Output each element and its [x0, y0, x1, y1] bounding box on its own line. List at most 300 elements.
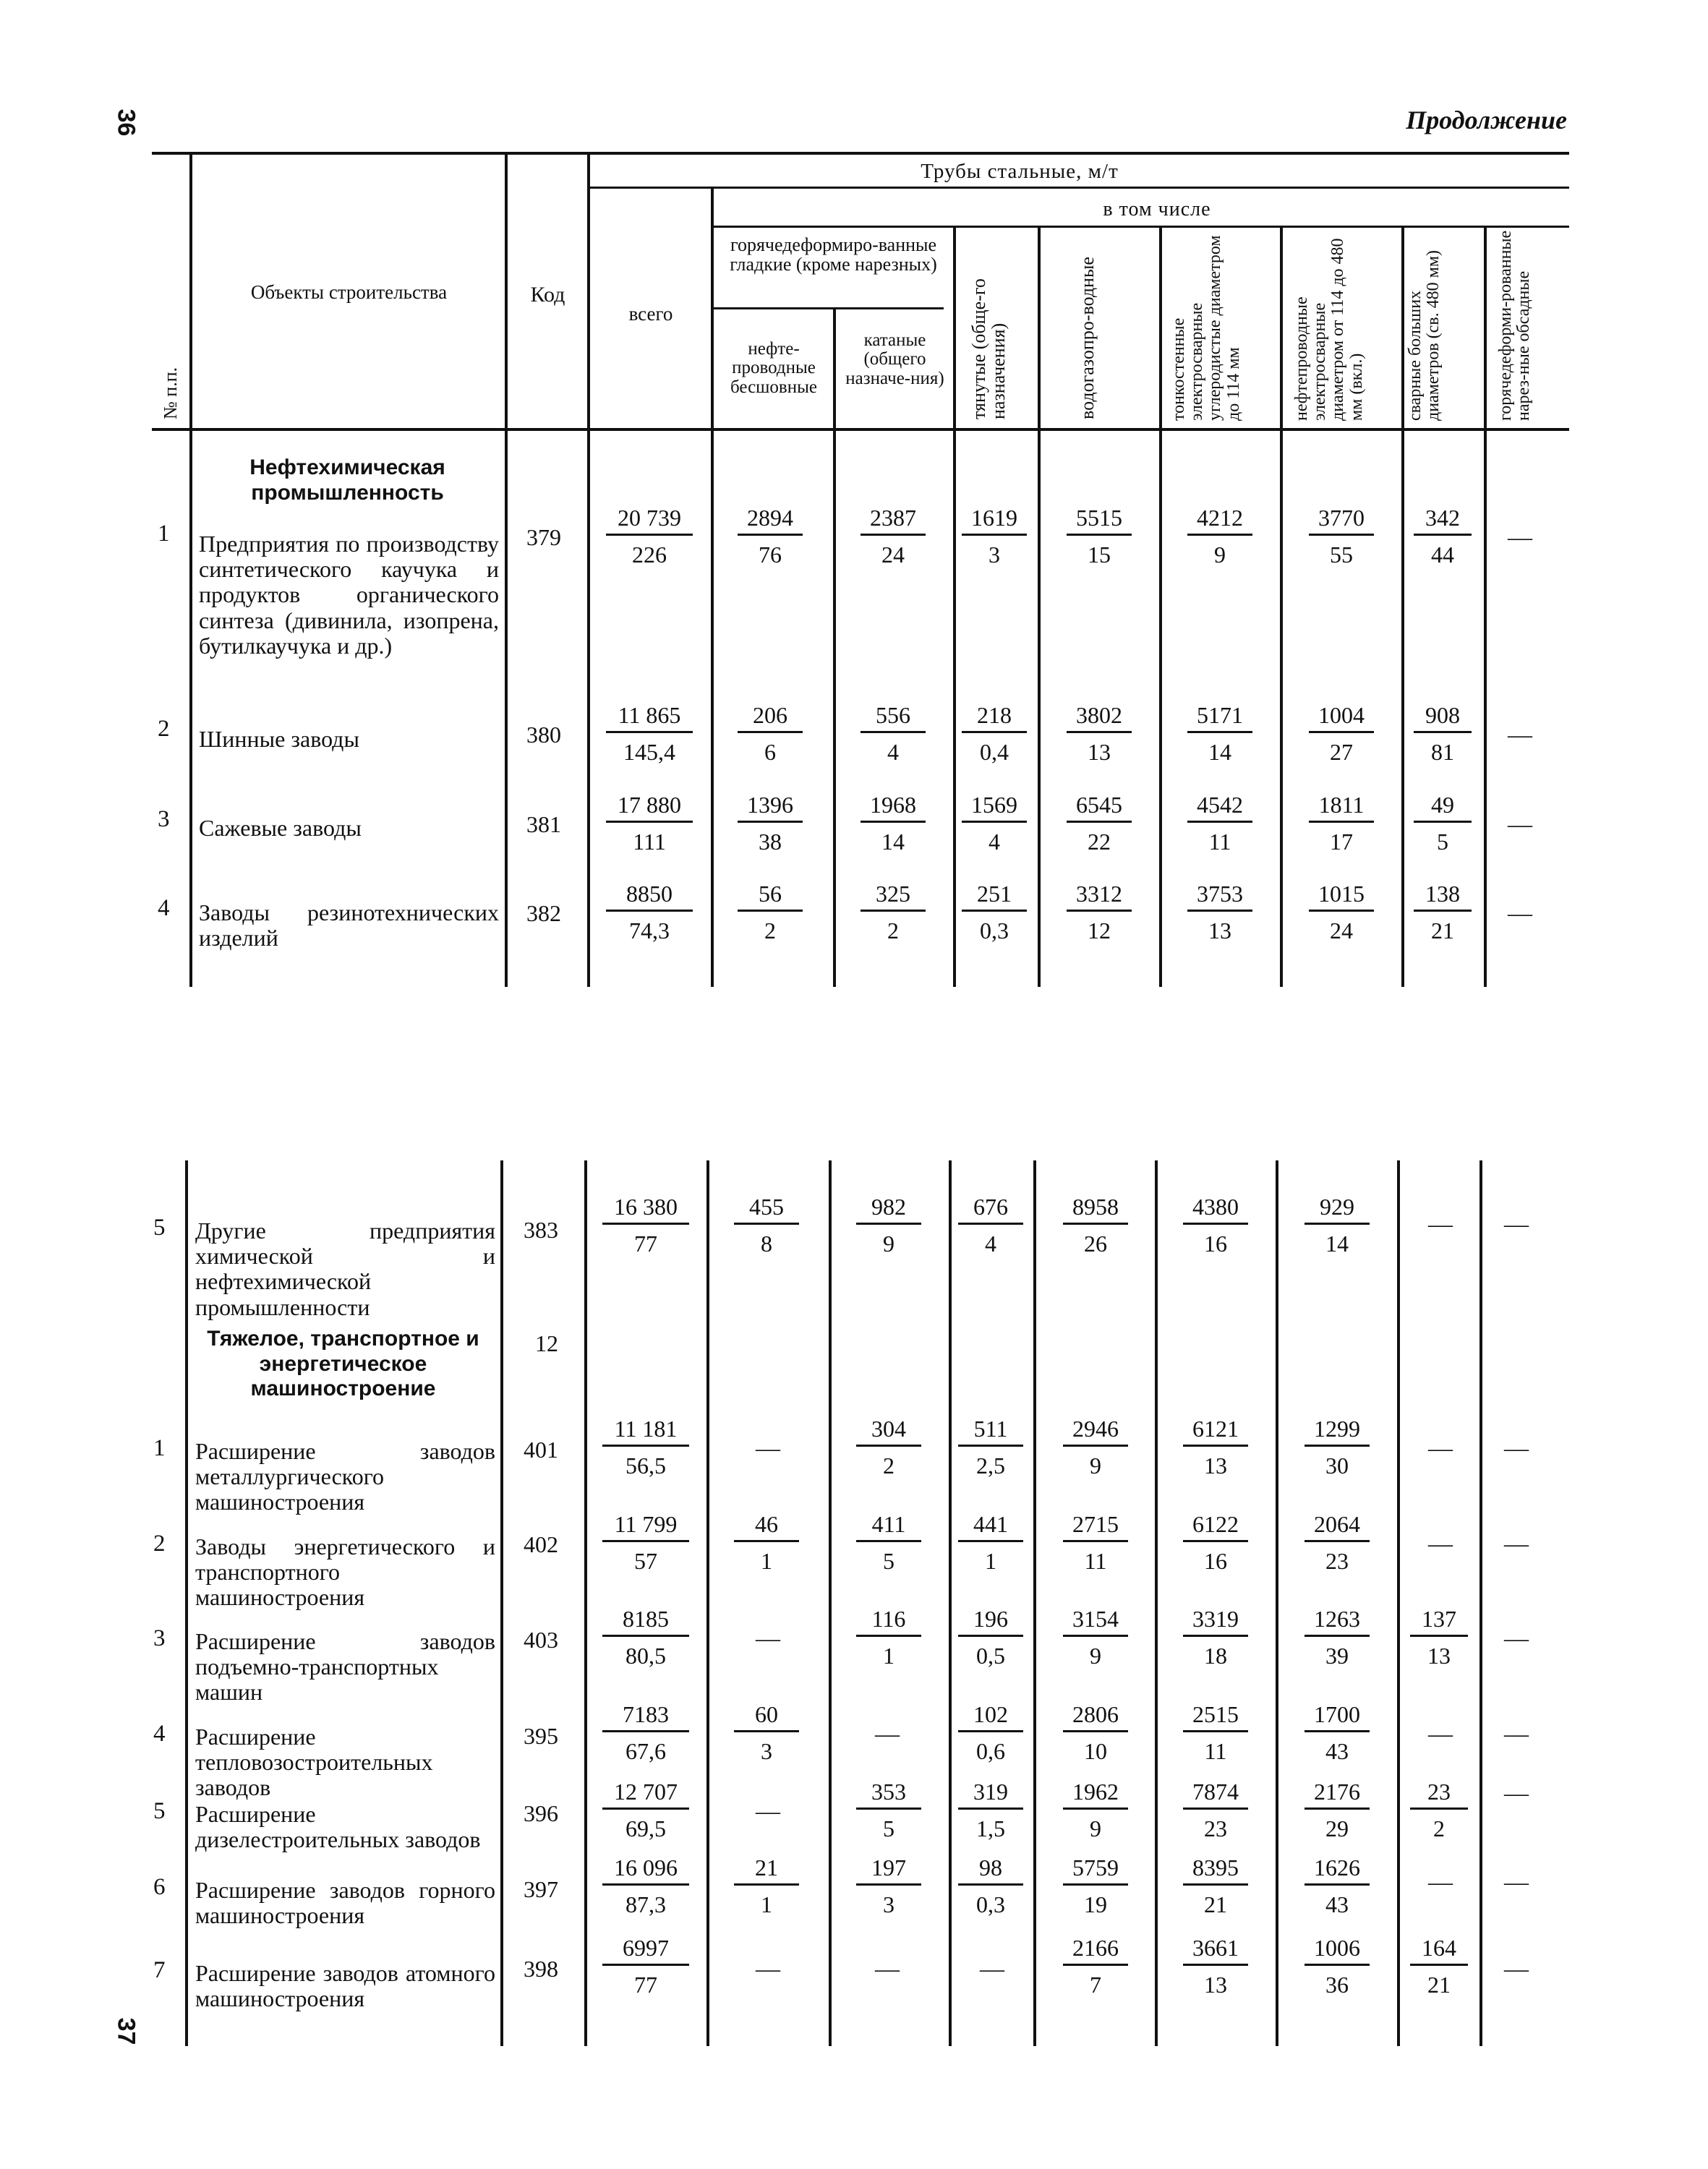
value-meters: 1626 [1305, 1856, 1370, 1886]
fraction-cell [734, 1513, 799, 1573]
value-meters: 1006 [1305, 1936, 1370, 1966]
row-number: 1 [153, 1435, 166, 1461]
fraction-cell [1063, 1513, 1128, 1573]
value-tons: 77 [634, 1972, 657, 1998]
fraction-cell [602, 1513, 689, 1573]
fraction-cell [602, 1195, 689, 1255]
value-tons: 3 [883, 1891, 894, 1917]
fraction-cell [1410, 1607, 1468, 1667]
value-meters: 676 [958, 1195, 1023, 1225]
fraction-cell [1183, 1856, 1248, 1916]
value-tons: 3 [761, 1738, 772, 1764]
table-rule [1280, 226, 1283, 430]
object-name: Сажевые заводы [199, 815, 362, 841]
value-meters: 60 [734, 1703, 799, 1732]
value-meters: 2806 [1063, 1703, 1128, 1732]
value-meters: 353 [856, 1780, 921, 1810]
empty-cell-dash: — [1508, 722, 1532, 748]
fraction-cell [738, 882, 803, 942]
value-meters: 16 096 [602, 1856, 689, 1886]
header-total: всего [628, 303, 673, 325]
value-tons: 9 [1090, 1815, 1101, 1841]
fraction-cell [1067, 793, 1132, 853]
value-meters: 5759 [1063, 1856, 1128, 1886]
table-rule [185, 1160, 188, 2046]
header-pipes: Трубы стальные, м/т [921, 160, 1119, 183]
fraction-cell [1063, 1780, 1128, 1840]
fraction-cell [1063, 1856, 1128, 1916]
empty-cell-dash: — [1504, 1956, 1529, 1982]
fraction-cell [1063, 1607, 1128, 1667]
table-rule [1276, 1160, 1278, 2046]
table-rule [711, 430, 714, 987]
empty-cell-dash: — [875, 1956, 900, 1982]
empty-cell-dash: — [1428, 1435, 1453, 1462]
fraction-cell [1063, 1703, 1128, 1763]
value-tons: 2 [1433, 1815, 1445, 1841]
value-meters: 1700 [1305, 1703, 1370, 1732]
value-meters: 11 865 [606, 703, 693, 733]
value-tons: 5 [883, 1548, 894, 1574]
value-meters: 6997 [602, 1936, 689, 1966]
table-rule [589, 187, 1569, 189]
value-meters: 5171 [1187, 703, 1252, 733]
fraction-cell [602, 1780, 689, 1840]
value-meters: 7183 [602, 1703, 689, 1732]
table-rule [712, 307, 944, 309]
fraction-cell [856, 1607, 921, 1667]
header-casing: горячедеформи-рованные нарез-ные обсадные [1496, 230, 1534, 421]
fraction-cell [861, 703, 926, 763]
value-tons: 81 [1431, 739, 1454, 765]
continuation-label: Продолжение [1406, 106, 1567, 134]
fraction-cell [1305, 1607, 1370, 1667]
object-code: 402 [524, 1531, 558, 1557]
empty-cell-dash: — [1428, 1211, 1453, 1238]
table-rule [152, 428, 1569, 431]
value-tons: 2,5 [976, 1453, 1005, 1479]
value-tons: 69,5 [625, 1815, 666, 1841]
object-code: 382 [526, 900, 561, 926]
object-code: 395 [524, 1723, 558, 1749]
fraction-cell [602, 1417, 689, 1477]
table-rule [1159, 226, 1162, 430]
value-tons: 226 [632, 542, 667, 568]
table-rule [953, 430, 956, 987]
value-meters: 196 [958, 1607, 1023, 1637]
fraction-cell [1183, 1195, 1248, 1255]
table-rule [1155, 1160, 1158, 2046]
header-large-welded: сварные больших диаметров (св. 480 мм) [1406, 249, 1443, 421]
fraction-cell [606, 793, 693, 853]
table-rule [833, 430, 836, 987]
header-thin-wall: тонкостенные электросварные углеродистые диаметром до 114 мм [1169, 235, 1243, 421]
value-tons: 24 [881, 542, 905, 568]
empty-cell-dash: — [1504, 1780, 1529, 1807]
value-meters: 6121 [1183, 1417, 1248, 1447]
value-meters: 46 [734, 1513, 799, 1542]
value-meters: 2515 [1183, 1703, 1248, 1732]
value-tons: 19 [1084, 1891, 1107, 1917]
value-meters: 23 [1410, 1780, 1468, 1810]
value-tons: 27 [1330, 739, 1353, 765]
fraction-cell [1183, 1703, 1248, 1763]
table-rule [587, 152, 590, 430]
fraction-cell [861, 793, 926, 853]
value-tons: 14 [881, 829, 905, 855]
table-rule [1484, 226, 1487, 430]
fraction-cell [958, 1780, 1023, 1840]
fraction-cell [958, 1703, 1023, 1763]
fraction-cell [1305, 1856, 1370, 1916]
value-meters: 164 [1410, 1936, 1468, 1966]
value-tons: 9 [883, 1231, 894, 1257]
header-water-gas: водогазопро-водные [1077, 257, 1098, 419]
header-drawn: тянутые (обще-го назначения) [968, 278, 1009, 419]
empty-cell-dash: — [756, 1798, 780, 1825]
value-tons: 13 [1208, 917, 1231, 944]
empty-cell-dash: — [756, 1956, 780, 1982]
value-meters: 8395 [1183, 1856, 1248, 1886]
fraction-cell [1305, 1780, 1370, 1840]
value-meters: 197 [856, 1856, 921, 1886]
fraction-cell [962, 703, 1027, 763]
table-rule [953, 226, 956, 430]
fraction-cell [856, 1513, 921, 1573]
empty-cell-dash: — [1428, 1721, 1453, 1747]
empty-cell-dash: — [1508, 524, 1532, 551]
table-rule [1401, 430, 1404, 987]
row-number: 4 [153, 1721, 166, 1747]
empty-cell-dash: — [756, 1435, 780, 1462]
fraction-cell [602, 1607, 689, 1667]
value-tons: 1,5 [976, 1815, 1005, 1841]
value-meters: 4380 [1183, 1195, 1248, 1225]
value-tons: 23 [1204, 1815, 1227, 1841]
object-code: 381 [526, 811, 561, 837]
fraction-cell [856, 1195, 921, 1255]
header-code: Код [530, 283, 565, 307]
table-rule [711, 188, 714, 430]
value-meters: 342 [1414, 506, 1472, 536]
fraction-cell [1305, 1703, 1370, 1763]
value-tons: 44 [1431, 542, 1454, 568]
value-tons: 9 [1214, 542, 1226, 568]
value-tons: 6 [764, 739, 776, 765]
value-tons: 16 [1204, 1548, 1227, 1574]
fraction-cell [1063, 1195, 1128, 1255]
value-meters: 206 [738, 703, 803, 733]
value-meters: 1299 [1305, 1417, 1370, 1447]
fraction-cell [856, 1780, 921, 1840]
fraction-cell [1305, 1513, 1370, 1573]
empty-cell-dash: — [1508, 811, 1532, 838]
value-tons: 0,5 [976, 1643, 1005, 1669]
object-code: 379 [526, 524, 561, 550]
table-rule [706, 1160, 709, 2046]
object-name: Расширение заводов металлургического машиностроения [195, 1438, 495, 1515]
value-tons: 21 [1431, 917, 1454, 944]
value-tons: 1 [883, 1643, 894, 1669]
fraction-cell [1067, 703, 1132, 763]
fraction-cell [734, 1195, 799, 1255]
value-meters: 3802 [1067, 703, 1132, 733]
fraction-cell [1063, 1936, 1128, 1996]
fraction-cell [734, 1703, 799, 1763]
row-number: 2 [158, 716, 170, 742]
value-meters: 455 [734, 1195, 799, 1225]
value-meters: 1619 [962, 506, 1027, 536]
fraction-cell [1183, 1607, 1248, 1667]
value-tons: 12 [1088, 917, 1111, 944]
value-meters: 556 [861, 703, 926, 733]
object-name: Заводы резинотехнических изделий [199, 899, 499, 951]
value-meters: 929 [1305, 1195, 1370, 1225]
value-tons: 77 [634, 1231, 657, 1257]
table-rule [1484, 430, 1487, 987]
object-name: Расширение дизелестроительных заводов [195, 1801, 481, 1853]
value-meters: 21 [734, 1856, 799, 1886]
value-tons: 1 [761, 1891, 772, 1917]
value-tons: 2 [764, 917, 776, 944]
value-meters: 2715 [1063, 1513, 1128, 1542]
fraction-cell [738, 793, 803, 853]
value-meters: 218 [962, 703, 1027, 733]
row-number: 2 [153, 1531, 166, 1557]
value-tons: 11 [1208, 829, 1231, 855]
value-tons: 9 [1090, 1453, 1101, 1479]
value-tons: 2 [883, 1453, 894, 1479]
fraction-cell [1309, 506, 1374, 566]
table-rule [833, 309, 836, 430]
value-tons: 4 [985, 1231, 996, 1257]
value-meters: 1962 [1063, 1780, 1128, 1810]
fraction-cell [1309, 793, 1374, 853]
value-meters: 2176 [1305, 1780, 1370, 1810]
value-tons: 4 [988, 829, 1000, 855]
value-meters: 3319 [1183, 1607, 1248, 1637]
fraction-cell [958, 1417, 1023, 1477]
row-number: 5 [153, 1798, 166, 1824]
value-meters: 4542 [1187, 793, 1252, 823]
value-tons: 8 [761, 1231, 772, 1257]
value-tons: 80,5 [625, 1643, 666, 1669]
value-meters: 2946 [1063, 1417, 1128, 1447]
value-tons: 57 [634, 1548, 657, 1574]
fraction-cell [602, 1856, 689, 1916]
table-rule [1159, 430, 1162, 987]
value-meters: 116 [856, 1607, 921, 1637]
fraction-cell [1187, 506, 1252, 566]
empty-cell-dash: — [756, 1625, 780, 1652]
fraction-cell [962, 793, 1027, 853]
value-tons: 21 [1204, 1891, 1227, 1917]
value-meters: 908 [1414, 703, 1472, 733]
value-meters: 138 [1414, 882, 1472, 912]
fraction-cell [958, 1195, 1023, 1255]
value-meters: 8958 [1063, 1195, 1128, 1225]
row-number: 5 [153, 1215, 166, 1241]
value-meters: 411 [856, 1513, 921, 1542]
fraction-cell [1183, 1936, 1248, 1996]
value-tons: 5 [1437, 829, 1448, 855]
object-code: 403 [524, 1627, 558, 1653]
value-meters: 6545 [1067, 793, 1132, 823]
empty-cell-dash: — [1504, 1531, 1529, 1557]
value-tons: 10 [1084, 1738, 1107, 1764]
value-meters: 3154 [1063, 1607, 1128, 1637]
table-rule [587, 430, 590, 987]
value-meters: 1811 [1309, 793, 1374, 823]
fraction-cell [1067, 506, 1132, 566]
empty-cell-dash: — [1504, 1869, 1529, 1896]
value-tons: 29 [1325, 1815, 1349, 1841]
value-meters: 102 [958, 1703, 1023, 1732]
fraction-cell [962, 882, 1027, 942]
value-meters: 56 [738, 882, 803, 912]
empty-cell-dash: — [1504, 1435, 1529, 1462]
value-meters: 20 739 [606, 506, 693, 536]
value-tons: 67,6 [625, 1738, 666, 1764]
object-code: 401 [524, 1437, 558, 1463]
fraction-cell [1067, 882, 1132, 942]
row-number: 6 [153, 1874, 166, 1900]
table-rule [505, 152, 508, 430]
value-meters: 17 880 [606, 793, 693, 823]
fraction-cell [958, 1856, 1023, 1916]
value-tons: 43 [1325, 1738, 1349, 1764]
row-number: 7 [153, 1957, 166, 1983]
value-meters: 325 [861, 882, 926, 912]
value-meters: 511 [958, 1417, 1023, 1447]
fraction-cell [1414, 506, 1472, 566]
fraction-cell [861, 882, 926, 942]
row-number: 3 [158, 806, 170, 832]
value-tons: 18 [1204, 1643, 1227, 1669]
fraction-cell [958, 1513, 1023, 1573]
fraction-cell [856, 1417, 921, 1477]
fraction-cell [1183, 1780, 1248, 1840]
value-tons: 39 [1325, 1643, 1349, 1669]
value-meters: 8185 [602, 1607, 689, 1637]
fraction-cell [1063, 1417, 1128, 1477]
fraction-cell [1305, 1417, 1370, 1477]
fraction-cell [1414, 703, 1472, 763]
object-name: Шинные заводы [199, 726, 359, 752]
empty-cell-dash: — [980, 1956, 1004, 1982]
value-tons: 2 [887, 917, 899, 944]
table-rule [584, 1160, 587, 2046]
fraction-cell [602, 1936, 689, 1996]
value-tons: 0,4 [980, 739, 1009, 765]
empty-cell-dash: — [1428, 1869, 1453, 1896]
row-number: 4 [158, 895, 170, 921]
row-number: 3 [153, 1625, 166, 1651]
value-tons: 1 [761, 1548, 772, 1574]
value-meters: 3661 [1183, 1936, 1248, 1966]
value-tons: 13 [1088, 739, 1111, 765]
table-rule [829, 1160, 832, 2046]
fraction-cell [962, 506, 1027, 566]
section-title-heavy-machinery: Тяжелое, транспортное и энергетическое машиностроение [207, 1327, 479, 1400]
value-tons: 21 [1427, 1972, 1451, 1998]
table-rule [949, 1160, 952, 2046]
header-rolled: катаные (общего назначе-ния) [845, 330, 944, 388]
value-meters: 319 [958, 1780, 1023, 1810]
object-name: Расширение тепловозостроительных заводов [195, 1724, 433, 1801]
object-name: Расширение заводов горного машиностроения [195, 1877, 495, 1929]
object-name: Расширение заводов атомного машиностроения [195, 1960, 495, 2012]
fraction-cell [1187, 703, 1252, 763]
value-tons: 7 [1090, 1972, 1101, 1998]
value-tons: 0,3 [976, 1891, 1005, 1917]
value-tons: 14 [1325, 1231, 1349, 1257]
fraction-cell [602, 1703, 689, 1763]
value-meters: 304 [856, 1417, 921, 1447]
row-number: 1 [158, 521, 170, 547]
value-tons: 13 [1204, 1453, 1227, 1479]
value-meters: 1396 [738, 793, 803, 823]
table-rule [505, 430, 508, 987]
section-code: 12 [535, 1330, 558, 1356]
value-meters: 3312 [1067, 882, 1132, 912]
fraction-cell [606, 882, 693, 942]
table-rule [1397, 1160, 1400, 2046]
value-meters: 1968 [861, 793, 926, 823]
empty-cell-dash: — [1504, 1211, 1529, 1238]
fraction-cell [856, 1856, 921, 1916]
value-tons: 111 [633, 829, 666, 855]
empty-cell-dash: — [1504, 1721, 1529, 1747]
table-rule [1038, 430, 1041, 987]
value-tons: 14 [1208, 739, 1231, 765]
fraction-cell [1410, 1936, 1468, 1996]
object-code: 383 [524, 1217, 558, 1243]
table-rule [189, 430, 192, 987]
value-tons: 26 [1084, 1231, 1107, 1257]
value-tons: 76 [759, 542, 782, 568]
value-tons: 5 [883, 1815, 894, 1841]
table-rule [1479, 1160, 1482, 2046]
value-tons: 0,3 [980, 917, 1009, 944]
empty-cell-dash: — [1428, 1531, 1453, 1557]
value-meters: 11 181 [602, 1417, 689, 1447]
empty-cell-dash: — [1504, 1625, 1529, 1652]
value-tons: 13 [1427, 1643, 1451, 1669]
value-meters: 3753 [1187, 882, 1252, 912]
fraction-cell [606, 506, 693, 566]
empty-cell-dash: — [875, 1721, 900, 1747]
value-meters: 251 [962, 882, 1027, 912]
value-tons: 22 [1088, 829, 1111, 855]
value-tons: 24 [1330, 917, 1353, 944]
table-rule [1280, 430, 1283, 987]
value-meters: 2064 [1305, 1513, 1370, 1542]
value-tons: 38 [759, 829, 782, 855]
fraction-cell [1305, 1936, 1370, 1996]
empty-cell-dash: — [1508, 900, 1532, 927]
value-meters: 2387 [861, 506, 926, 536]
value-tons: 43 [1325, 1891, 1349, 1917]
table-rule [500, 1160, 503, 2046]
value-meters: 49 [1414, 793, 1472, 823]
value-meters: 12 707 [602, 1780, 689, 1810]
value-meters: 1263 [1305, 1607, 1370, 1637]
fraction-cell [1309, 703, 1374, 763]
fraction-cell [738, 703, 803, 763]
value-tons: 4 [887, 739, 899, 765]
object-code: 396 [524, 1800, 558, 1826]
